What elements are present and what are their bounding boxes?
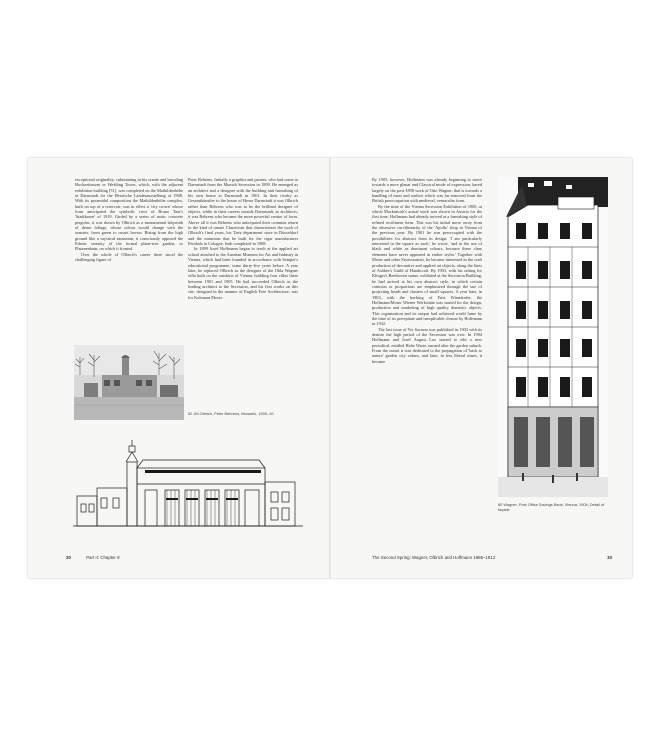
paragraph: By 1905, however, Hoffmann was already beginning to move towards a more planar and Classical mode of expression, based largely on the post-1898 work of Otto Wagner, that is towards a handling of mass and surface which was far removed from the British preoccupation with medieval, vernacular form. [372, 177, 482, 204]
illustration-wagner-building [498, 177, 608, 497]
page-number-left: 30 [66, 555, 71, 560]
paragraph: exceptional originality, culminating in his ornate and brooding Hochzeitsturm or Wedding Tower, which, with the adjacent exhibition building [51], was completed on the Mathildenhöhe in Darmstadt for the Hessische Landesausstellung of 1908. With its pyramidal composition the Mathildenhöhe complex, built on top of a reservoir, was in effect a 'city crown' whose form anticipated the symbolic crest of Bruno Taut's 'Stadtkrone' of 1919. Girded by a series of rustic concrete pergolas, it was drawn by Olbrich as a monumental labyrinth of dense foliage, whose colour would change with the seasons: from green to russet brown. Rising from the high ground like a mystical mountain, it consciously opposed the Edenic serenity of the formal plane-tree garden, or Platanenhain, on which it fronted. [75, 177, 183, 252]
right-column-1 [372, 177, 482, 527]
book-spread [28, 158, 632, 578]
left-column-2 [188, 177, 298, 369]
paragraph: In 1899 Josef Hoffmann began to teach at the applied art school attached to the Austrian Museum for Art and Industry in Vienna, which had been founded in accordance with Semper's educational programme, some thirty-five years before. A year later, he replaced Olbrich as the designer of the Ohla Wagner villa built on the outskirts of Vienna, building four villas there between 1901 and 1905. He had succeeded Olbrich as the leading architect to the Secession, and his first works on this site, designed in the manner of English Free Architecture, was for Koloman Moser. [188, 246, 298, 300]
page-number-right: 33 [607, 555, 612, 560]
caption-left-figure: 52 JM Olbrich, Peter Behrens, Brussels, 1909–10. [188, 412, 275, 416]
elevation-drawing [73, 438, 303, 530]
photo-hochzeitsturm [74, 345, 184, 420]
caption-right-figure: 60 Wagner, Post Office Savings Bank, Vienna, 1904; Detail of façade [498, 503, 605, 512]
chapter-label: Part II: Chapter 8 [86, 555, 120, 560]
paragraph: Over the whole of Olbrich's career there stood the challenging figure of [75, 251, 183, 263]
paragraph: By the time of the Vienna Secession Exhibition of 1900, at which Mackintosh's actual work was shown in Austria for the first time, Hoffmann had already arrived at a furnishing style of refined rectilinear form. This was his initial move away from the obsessive curvilinearity of the 'Apollo' shop in Vienna of the previous year. By 1901 he was preoccupied with the possibilities for abstract form in design. 'I am particularly interested in the square as such,' he wrote, 'and in the use of black and white as dominant colours, because these clear elements have never appeared in earlier styles.' Together with Moser and other Secessionists, he became interested in the craft production of decorative and applied art objects, along the lines of Ashbee's Guild of Handicraft. By 1903, with his setting for Klinger's Beethoven statue, exhibited at the Secession Building, he had arrived at his own abstract style, in which certain contours or proportions are emphasized through the use of projecting beads and clusters of small squares. A year later, in 1903, with the backing of Fritz Wärndorfer, the Hoffmann/Moser Wiener Werkstätte was started for the design, production and marketing of high quality domestic objects. This organization and its output had achieved world fame by the time of its precipitate and inexplicable closure by Hoffmann in 1932. [372, 203, 482, 327]
left-column-1 [75, 177, 183, 360]
paragraph: The last issue of Ver Sacrum was published in 1903 with its demise the high period of the Secession was over. In 1904 Hoffmann and Josef August Lux started to edit a new periodical, entitled Hohe Warte, named after the garden suburb. From the outset it was dedicated to the propagation of 'back to nature' garden city values, and later, in less liberal times, it became [372, 326, 482, 364]
book-gutter [329, 158, 331, 578]
right-footer [372, 555, 612, 560]
left-footer [66, 555, 120, 560]
paragraph: Peter Behrens. Initially a graphist and painter, who had come to Darmstadt from the Munich Secession in 1899. He emerged as an architect and a designer with the building and furnishing of his own house at Darmstadt in 1901. In their rivalry as Gesamtkünstler to the house of Hesse Darmstadt it was Olbrich rather than Behrens who was to be the brilliant designer of objects, while in their careers outside Darmstadt, as architects, it was Behrens who became the more powerful creator of form. Above all it was Behrens who anticipated their common return to the kind of ornate Classicism that characterizes the work of Olbrich's final years, his Tietz department store in Düsseldorf and the mansions that he built for the cigar manufacturer Feinhals in Cologne, both completed in 1908. [188, 177, 298, 247]
running-title: The Second Spring: Wagner, Olbrich and Hoffmann 1886–1912 [372, 555, 496, 560]
